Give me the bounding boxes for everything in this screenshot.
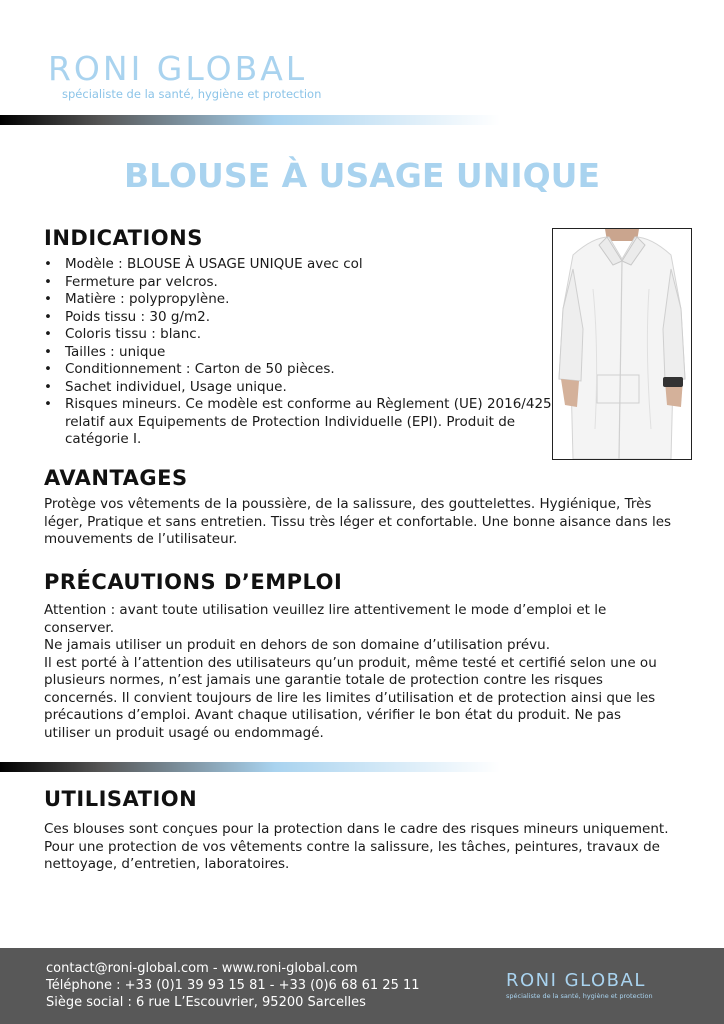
list-item: • Fermeture par velcros. [44, 274, 564, 292]
precautions-line: Il est porté à l’attention des utilisateurs qu’un produit, même testé et certifié selon une ou plusieurs normes, n’est jamais une garantie totale de protection contre les risques concernés. Il convient toujours de lire les limites d’utilisation et de protection ainsi que les précautions d’emploi. Avant chaque utilisation, vérifier le bon état du produit. Ne pas utiliser un produit usagé ou endommagé. [44, 654, 657, 741]
brand-logo [48, 49, 322, 101]
footer-contact-block [46, 960, 420, 1011]
precautions-line: Attention : avant toute utilisation veuillez lire attentivement le mode d’emploi et le conserver. [44, 602, 607, 636]
footer-phone: Téléphone : +33 (0)1 39 93 15 81 - +33 (0)6 68 61 25 11 [46, 978, 420, 993]
page-title: BLOUSE À USAGE UNIQUE [124, 156, 600, 195]
list-item: • Conditionnement : Carton de 50 pièces. [44, 361, 564, 379]
product-photo [552, 228, 692, 460]
avantages-text: Protège vos vêtements de la poussière, de la salissure, des gouttelettes. Hygiénique, Très léger, Pratique et sans entretien. Tissu très léger et confortable. Une bonne aisance dans les mouvements de l’utilisateur. [44, 496, 672, 547]
list-item: • Matière : polypropylène. [44, 291, 564, 309]
footer-contact: contact@roni-global.com - www.roni-global.com [46, 961, 358, 976]
utilisation-heading: UTILISATION [44, 787, 198, 811]
list-item: • Poids tissu : 30 g/m2. [44, 309, 564, 327]
footer-logo [506, 972, 653, 1000]
list-item: • Sachet individuel, Usage unique. [44, 379, 564, 397]
list-item: • Tailles : unique [44, 344, 564, 362]
lab-coat-illustration [553, 229, 691, 459]
footer-brand-name: RONI GLOBAL [506, 970, 646, 991]
footer-address: Siège social : 6 rue L’Escouvrier, 95200 Sarcelles [46, 995, 366, 1010]
list-item: • Modèle : BLOUSE À USAGE UNIQUE avec col [44, 256, 564, 274]
brand-tagline: spécialiste de la santé, hygiène et protection [62, 87, 322, 101]
indications-list [44, 256, 564, 449]
header-divider [0, 115, 500, 125]
indications-heading: INDICATIONS [44, 226, 203, 250]
footer-brand-tagline: spécialiste de la santé, hygiène et protection [506, 992, 653, 1000]
section-divider [0, 762, 500, 772]
list-item: • Coloris tissu : blanc. [44, 326, 564, 344]
footer [0, 948, 724, 1024]
precautions-heading: PRÉCAUTIONS D’EMPLOI [44, 570, 343, 594]
avantages-heading: AVANTAGES [44, 466, 188, 490]
utilisation-text: Ces blouses sont conçues pour la protection dans le cadre des risques mineurs uniquement. Pour une protection de vos vêtements contre la salissure, les tâches, peintures, travaux de nettoyage, d’entretien, laboratoires. [44, 821, 669, 872]
brand-name: RONI GLOBAL [48, 49, 308, 88]
precautions-text [44, 602, 670, 742]
list-item: • Risques mineurs. Ce modèle est conforme au Règlement (UE) 2016/425 relatif aux Equipements de Protection Individuelle (EPI). Produit de catégorie I. [44, 396, 564, 449]
precautions-line: Ne jamais utiliser un produit en dehors de son domaine d’utilisation prévu. [44, 637, 551, 653]
